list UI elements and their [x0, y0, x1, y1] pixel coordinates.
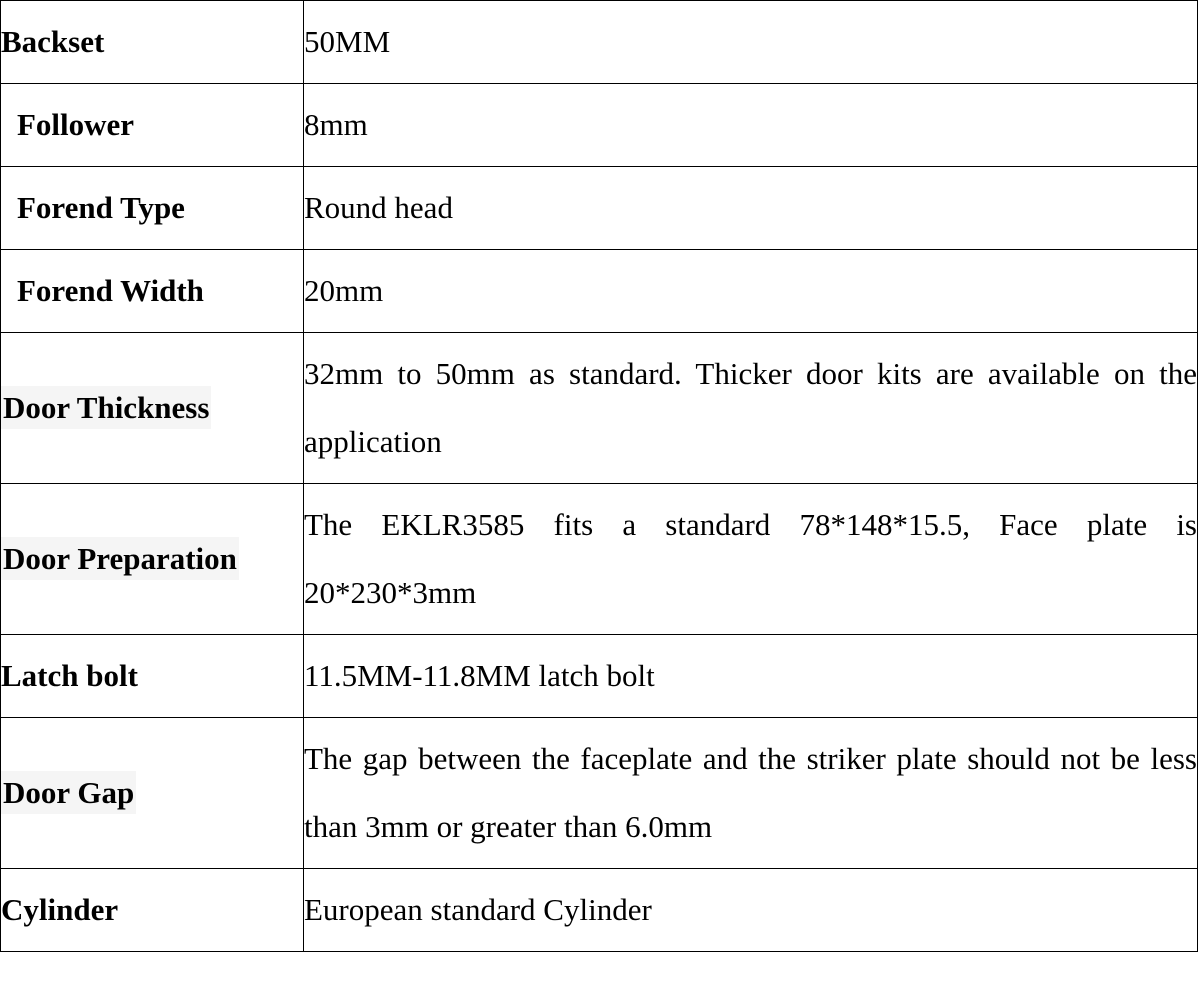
row-label-follower: Follower [1, 84, 304, 167]
row-value-cylinder: European standard Cylinder [304, 869, 1198, 952]
table-row [1, 869, 1198, 952]
row-value-door-thickness: 32mm to 50mm as standard. Thicker door kits are available on the application [304, 333, 1198, 484]
table-row [1, 167, 1198, 250]
row-label-door-gap: Door Gap [1, 718, 304, 869]
table-row [1, 84, 1198, 167]
table-row [1, 333, 1198, 484]
row-label-forend-width: Forend Width [1, 250, 304, 333]
row-value-door-gap: The gap between the faceplate and the striker plate should not be less than 3mm or greater than 6.0mm [304, 718, 1198, 869]
row-value-forend-width: 20mm [304, 250, 1198, 333]
row-label-cylinder: Cylinder [1, 869, 304, 952]
table-row [1, 484, 1198, 635]
row-label-forend-type: Forend Type [1, 167, 304, 250]
row-label-backset: Backset [1, 1, 304, 84]
row-label-door-thickness: Door Thickness [1, 333, 304, 484]
table-row [1, 635, 1198, 718]
row-value-door-preparation: The EKLR3585 fits a standard 78*148*15.5, Face plate is 20*230*3mm [304, 484, 1198, 635]
table-row [1, 250, 1198, 333]
row-label-latch-bolt: Latch bolt [1, 635, 304, 718]
table-row [1, 718, 1198, 869]
row-label-door-preparation: Door Preparation [1, 484, 304, 635]
row-value-follower: 8mm [304, 84, 1198, 167]
row-value-forend-type: Round head [304, 167, 1198, 250]
row-value-latch-bolt: 11.5MM-11.8MM latch bolt [304, 635, 1198, 718]
row-value-backset: 50MM [304, 1, 1198, 84]
table-row [1, 1, 1198, 84]
